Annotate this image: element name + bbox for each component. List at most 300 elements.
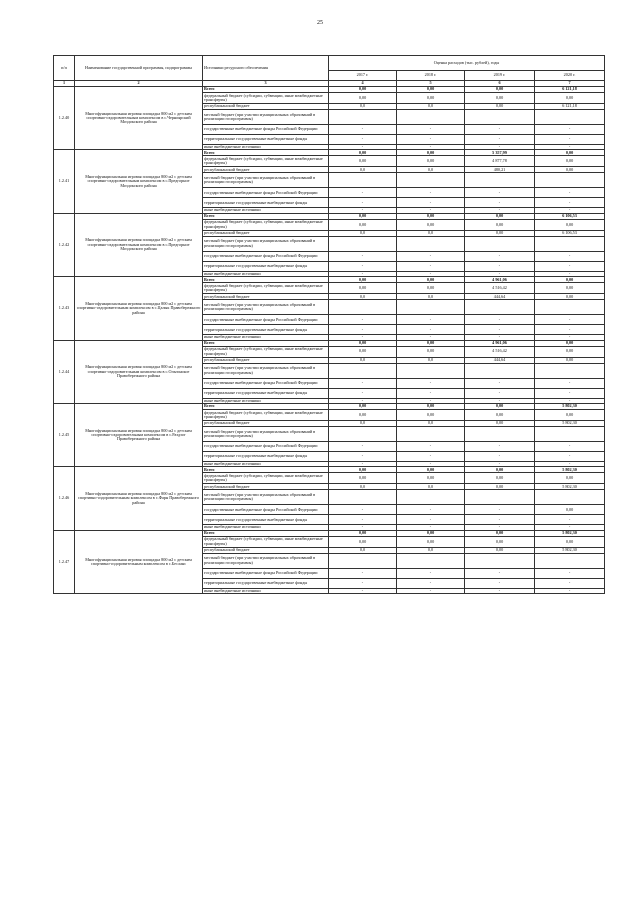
- value-cell: 0,00: [535, 294, 605, 300]
- value-cell: -: [329, 251, 397, 261]
- value-cell: -: [465, 135, 535, 145]
- value-cell: -: [535, 462, 605, 467]
- value-cell: 0,00: [397, 404, 465, 410]
- value-cell: 0,0: [329, 547, 397, 553]
- source-label: республиканский бюджет: [203, 357, 329, 363]
- value-cell: -: [465, 208, 535, 213]
- value-cell: 0,00: [535, 93, 605, 104]
- value-cell: 0,00: [329, 410, 397, 421]
- value-cell: [465, 427, 535, 442]
- value-cell: [465, 363, 535, 378]
- source-label: государственные внебюджетные фонды Российской Федерации: [203, 251, 329, 261]
- value-cell: -: [465, 588, 535, 593]
- value-cell: -: [329, 398, 397, 403]
- source-label: местный бюджет (при участии муниципальных образований в реализации госпрограммы): [203, 236, 329, 251]
- value-cell: -: [535, 325, 605, 335]
- value-cell: -: [397, 378, 465, 388]
- value-cell: 0,00: [535, 150, 605, 156]
- value-cell: -: [329, 261, 397, 271]
- source-label: территориальные государственные внебюджетные фонды: [203, 388, 329, 398]
- value-cell: 0,0: [329, 357, 397, 363]
- value-cell: [535, 173, 605, 188]
- project-name: Многофункциональная игровая площадка 800 м2 с детским спортивно-оздоровительным комплексом в с.Фарн Правобережного района: [75, 467, 203, 530]
- value-cell: 0,00: [465, 547, 535, 553]
- value-cell: -: [535, 261, 605, 271]
- value-cell: -: [465, 125, 535, 135]
- value-cell: 0,00: [397, 536, 465, 547]
- value-cell: 0,00: [535, 410, 605, 421]
- value-cell: -: [397, 271, 465, 276]
- value-cell: 0,00: [397, 87, 465, 93]
- value-cell: -: [535, 271, 605, 276]
- value-cell: -: [329, 125, 397, 135]
- source-label: федеральный бюджет (субсидии, субвенции, иные межбюджетные трансферты): [203, 410, 329, 421]
- value-cell: -: [329, 145, 397, 150]
- source-label: иные внебюджетные источники: [203, 398, 329, 403]
- value-cell: 0,00: [465, 410, 535, 421]
- source-label: федеральный бюджет (субсидии, субвенции, иные межбюджетные трансферты): [203, 536, 329, 547]
- value-cell: 0,00: [465, 93, 535, 104]
- value-cell: -: [329, 462, 397, 467]
- value-cell: [535, 236, 605, 251]
- header-estimate: Оценка расходов (тыс. рублей), годы: [329, 56, 605, 71]
- source-label: Всего: [203, 404, 329, 410]
- value-cell: 5 802,30: [535, 467, 605, 473]
- value-cell: -: [535, 145, 605, 150]
- value-cell: 0,00: [329, 277, 397, 283]
- project-number: 1.2.45: [54, 404, 75, 467]
- value-cell: 5 802,30: [535, 421, 605, 427]
- value-cell: 0,00: [397, 150, 465, 156]
- value-cell: 0,00: [465, 484, 535, 490]
- value-cell: 0,00: [397, 410, 465, 421]
- value-cell: -: [535, 525, 605, 530]
- value-cell: [535, 110, 605, 125]
- value-cell: -: [535, 208, 605, 213]
- project-name: Многофункциональная игровая площадка 800 м2 с детским спортивно-оздоровительным комплексом в с.Предгорное Моздокского района: [75, 150, 203, 213]
- source-label: федеральный бюджет (субсидии, субвенции, иные межбюджетные трансферты): [203, 283, 329, 294]
- value-cell: [397, 490, 465, 505]
- value-cell: -: [535, 452, 605, 462]
- value-cell: 0,00: [397, 530, 465, 536]
- value-cell: -: [535, 315, 605, 325]
- source-label: государственные внебюджетные фонды Российской Федерации: [203, 568, 329, 578]
- value-cell: 0,00: [535, 277, 605, 283]
- value-cell: 0,00: [397, 213, 465, 219]
- value-cell: -: [535, 398, 605, 403]
- value-cell: -: [329, 525, 397, 530]
- value-cell: 0,0: [397, 230, 465, 236]
- value-cell: 0,00: [465, 473, 535, 484]
- value-cell: -: [465, 452, 535, 462]
- value-cell: 0,00: [397, 346, 465, 357]
- project-name: Многофункциональная игровая площадка 800 м2 с детским спортивно-оздоровительным комплексом в с.Ольгинское Правобережного района: [75, 340, 203, 403]
- value-cell: 4 961,06: [465, 277, 535, 283]
- value-cell: 0,00: [397, 283, 465, 294]
- value-cell: -: [535, 442, 605, 452]
- source-label: территориальные государственные внебюджетные фонды: [203, 135, 329, 145]
- source-label: местный бюджет (при участии муниципальных образований в реализации госпрограммы): [203, 427, 329, 442]
- value-cell: 0,00: [329, 340, 397, 346]
- header-year: 2020 г.: [535, 71, 605, 81]
- value-cell: 6 121,18: [535, 104, 605, 110]
- value-cell: -: [329, 588, 397, 593]
- column-number: 3: [203, 81, 329, 87]
- value-cell: 0,00: [535, 219, 605, 230]
- value-cell: -: [329, 505, 397, 515]
- value-cell: 5 802,30: [535, 484, 605, 490]
- value-cell: [535, 427, 605, 442]
- value-cell: 0,00: [465, 230, 535, 236]
- value-cell: -: [329, 442, 397, 452]
- source-label: Всего: [203, 530, 329, 536]
- source-label: республиканский бюджет: [203, 167, 329, 173]
- value-cell: -: [535, 515, 605, 525]
- column-number: 6: [465, 81, 535, 87]
- value-cell: 0,00: [329, 219, 397, 230]
- column-number: 7: [535, 81, 605, 87]
- project-name: Многофункциональная игровая площадка 800 м2 с детским спортивно-оздоровительным комплексом в с.Бесланс: [75, 530, 203, 593]
- value-cell: -: [535, 188, 605, 198]
- value-cell: -: [397, 335, 465, 340]
- value-cell: -: [465, 188, 535, 198]
- source-label: местный бюджет (при участии муниципальных образований в реализации госпрограммы): [203, 173, 329, 188]
- value-cell: 0,00: [397, 219, 465, 230]
- value-cell: 0,00: [329, 283, 397, 294]
- value-cell: -: [329, 271, 397, 276]
- project-number: 1.2.46: [54, 467, 75, 530]
- header-pn: п/п: [54, 56, 75, 81]
- source-label: Всего: [203, 87, 329, 93]
- value-cell: -: [329, 388, 397, 398]
- value-cell: -: [465, 315, 535, 325]
- value-cell: 0,00: [397, 93, 465, 104]
- value-cell: -: [535, 335, 605, 340]
- value-cell: [465, 300, 535, 315]
- value-cell: -: [397, 145, 465, 150]
- value-cell: -: [329, 135, 397, 145]
- source-label: иные внебюджетные источники: [203, 335, 329, 340]
- value-cell: 0,00: [397, 340, 465, 346]
- source-label: государственные внебюджетные фонды Российской Федерации: [203, 442, 329, 452]
- value-cell: 0,00: [397, 467, 465, 473]
- value-cell: [397, 236, 465, 251]
- value-cell: -: [465, 525, 535, 530]
- value-cell: 0,00: [535, 536, 605, 547]
- value-cell: 0,0: [397, 421, 465, 427]
- source-label: республиканский бюджет: [203, 294, 329, 300]
- source-label: местный бюджет (при участии муниципальных образований в реализации госпрограммы): [203, 300, 329, 315]
- source-label: Всего: [203, 213, 329, 219]
- value-cell: 0,00: [535, 346, 605, 357]
- source-label: Всего: [203, 340, 329, 346]
- column-number: 4: [329, 81, 397, 87]
- source-label: местный бюджет (при участии муниципальных образований в реализации госпрограммы): [203, 110, 329, 125]
- value-cell: -: [397, 315, 465, 325]
- value-cell: [329, 110, 397, 125]
- header-year: 2019 г.: [465, 71, 535, 81]
- source-label: государственные внебюджетные фонды Российской Федерации: [203, 125, 329, 135]
- value-cell: [329, 363, 397, 378]
- value-cell: -: [535, 125, 605, 135]
- value-cell: [329, 427, 397, 442]
- value-cell: -: [535, 388, 605, 398]
- value-cell: 5 802,30: [535, 530, 605, 536]
- value-cell: [397, 427, 465, 442]
- value-cell: 480,21: [465, 167, 535, 173]
- value-cell: -: [465, 568, 535, 578]
- project-number: 1.2.47: [54, 530, 75, 593]
- value-cell: -: [465, 505, 535, 515]
- value-cell: -: [535, 568, 605, 578]
- value-cell: 0,00: [329, 87, 397, 93]
- value-cell: -: [397, 325, 465, 335]
- project-number: 1.2.41: [54, 150, 75, 213]
- source-label: федеральный бюджет (субсидии, субвенции, иные межбюджетные трансферты): [203, 156, 329, 167]
- value-cell: [535, 363, 605, 378]
- value-cell: 0,00: [465, 421, 535, 427]
- value-cell: -: [535, 378, 605, 388]
- value-cell: 5 802,30: [535, 547, 605, 553]
- value-cell: [329, 300, 397, 315]
- value-cell: 0,0: [329, 294, 397, 300]
- value-cell: -: [329, 208, 397, 213]
- value-cell: -: [535, 135, 605, 145]
- value-cell: -: [329, 188, 397, 198]
- value-cell: -: [397, 505, 465, 515]
- value-cell: 0,00: [329, 150, 397, 156]
- value-cell: -: [465, 198, 535, 208]
- source-label: иные внебюджетные источники: [203, 271, 329, 276]
- value-cell: [329, 236, 397, 251]
- value-cell: 0,00: [329, 530, 397, 536]
- value-cell: 4 877,78: [465, 156, 535, 167]
- source-label: территориальные государственные внебюджетные фонды: [203, 452, 329, 462]
- project-name: Многофункциональная игровая площадка 800 м2 с детским спортивно-оздоровительным комплексом в с.Цалык Правобережного района: [75, 277, 203, 340]
- value-cell: [465, 236, 535, 251]
- value-cell: 0,0: [397, 547, 465, 553]
- value-cell: 0,0: [329, 104, 397, 110]
- value-cell: -: [397, 135, 465, 145]
- value-cell: 0,0: [397, 167, 465, 173]
- value-cell: 0,0: [397, 294, 465, 300]
- value-cell: -: [397, 588, 465, 593]
- value-cell: [329, 553, 397, 568]
- value-cell: [329, 490, 397, 505]
- value-cell: 0,00: [329, 467, 397, 473]
- source-label: государственные внебюджетные фонды Российской Федерации: [203, 188, 329, 198]
- value-cell: 0,0: [329, 167, 397, 173]
- value-cell: -: [465, 145, 535, 150]
- source-label: федеральный бюджет (субсидии, субвенции, иные межбюджетные трансферты): [203, 473, 329, 484]
- source-label: территориальные государственные внебюджетные фонды: [203, 515, 329, 525]
- value-cell: -: [465, 442, 535, 452]
- source-label: республиканский бюджет: [203, 230, 329, 236]
- source-label: местный бюджет (при участии муниципальных образований в реализации госпрограммы): [203, 490, 329, 505]
- column-number: 2: [75, 81, 203, 87]
- source-label: республиканский бюджет: [203, 547, 329, 553]
- value-cell: 444,64: [465, 294, 535, 300]
- value-cell: [397, 363, 465, 378]
- value-cell: 0,00: [465, 213, 535, 219]
- value-cell: 0,0: [397, 104, 465, 110]
- value-cell: 0,00: [397, 473, 465, 484]
- value-cell: 0,00: [535, 473, 605, 484]
- value-cell: -: [397, 388, 465, 398]
- source-label: Всего: [203, 277, 329, 283]
- value-cell: 4 516,42: [465, 283, 535, 294]
- value-cell: 0,00: [465, 530, 535, 536]
- value-cell: -: [465, 251, 535, 261]
- value-cell: 0,00: [535, 167, 605, 173]
- value-cell: 0,00: [465, 104, 535, 110]
- value-cell: -: [465, 325, 535, 335]
- value-cell: 0,00: [329, 473, 397, 484]
- source-label: Всего: [203, 150, 329, 156]
- source-label: иные внебюджетные источники: [203, 525, 329, 530]
- source-label: местный бюджет (при участии муниципальных образований в реализации госпрограммы): [203, 363, 329, 378]
- value-cell: [397, 553, 465, 568]
- column-number: 5: [397, 81, 465, 87]
- project-name: Многофункциональная игровая площадка 800 м2 с детским спортивно-оздоровительным комплексом в с.Раздзог Правобережного района: [75, 404, 203, 467]
- project-name: Многофункциональная игровая площадка 800 м2 с детским спортивно-оздоровительным комплексом в с.Предгорное Моздокского района: [75, 213, 203, 276]
- value-cell: -: [397, 442, 465, 452]
- value-cell: -: [329, 452, 397, 462]
- value-cell: 444,64: [465, 357, 535, 363]
- source-label: республиканский бюджет: [203, 484, 329, 490]
- source-label: территориальные государственные внебюджетные фонды: [203, 578, 329, 588]
- value-cell: 0,00: [329, 404, 397, 410]
- source-label: государственные внебюджетные фонды Российской Федерации: [203, 378, 329, 388]
- value-cell: -: [397, 198, 465, 208]
- source-label: федеральный бюджет (субсидии, субвенции, иные межбюджетные трансферты): [203, 93, 329, 104]
- project-name: Многофункциональная игровая площадка 800 м2 с детским спортивно-оздоровительным комплексом в с.Черноярский Моздокского района: [75, 87, 203, 150]
- value-cell: -: [329, 315, 397, 325]
- value-cell: 0,00: [397, 156, 465, 167]
- value-cell: 4 516,42: [465, 346, 535, 357]
- value-cell: 0,00: [535, 357, 605, 363]
- value-cell: 0,00: [535, 283, 605, 294]
- value-cell: 6 121,18: [535, 87, 605, 93]
- page-number: 25: [317, 20, 323, 26]
- source-label: территориальные государственные внебюджетные фонды: [203, 198, 329, 208]
- value-cell: [397, 173, 465, 188]
- value-cell: -: [397, 208, 465, 213]
- value-cell: 0,00: [465, 467, 535, 473]
- source-label: государственные внебюджетные фонды Российской Федерации: [203, 315, 329, 325]
- value-cell: -: [329, 568, 397, 578]
- source-label: иные внебюджетные источники: [203, 208, 329, 213]
- value-cell: -: [397, 578, 465, 588]
- value-cell: -: [535, 251, 605, 261]
- value-cell: -: [397, 125, 465, 135]
- value-cell: [465, 173, 535, 188]
- value-cell: -: [329, 378, 397, 388]
- value-cell: 0,00: [329, 213, 397, 219]
- value-cell: -: [535, 198, 605, 208]
- value-cell: -: [465, 261, 535, 271]
- header-year: 2018 г.: [397, 71, 465, 81]
- value-cell: -: [465, 515, 535, 525]
- source-label: государственные внебюджетные фонды Российской Федерации: [203, 505, 329, 515]
- value-cell: 0,00: [465, 536, 535, 547]
- value-cell: [329, 173, 397, 188]
- value-cell: -: [397, 398, 465, 403]
- source-label: республиканский бюджет: [203, 421, 329, 427]
- value-cell: 0,0: [397, 484, 465, 490]
- header-source: Источники ресурсного обеспечения: [203, 56, 329, 81]
- value-cell: 0,00: [329, 346, 397, 357]
- value-cell: 0,0: [329, 484, 397, 490]
- value-cell: 0,00: [397, 277, 465, 283]
- value-cell: 6 106,53: [535, 230, 605, 236]
- value-cell: -: [465, 335, 535, 340]
- value-cell: [535, 553, 605, 568]
- source-label: федеральный бюджет (субсидии, субвенции, иные межбюджетные трансферты): [203, 346, 329, 357]
- header-name: Наименование государственной программы, подпрограммы: [75, 56, 203, 81]
- value-cell: -: [329, 325, 397, 335]
- value-cell: 0,0: [397, 357, 465, 363]
- value-cell: -: [465, 578, 535, 588]
- source-label: федеральный бюджет (субсидии, субвенции, иные межбюджетные трансферты): [203, 219, 329, 230]
- column-number: 1: [54, 81, 75, 87]
- value-cell: 0,00: [329, 156, 397, 167]
- value-cell: -: [397, 452, 465, 462]
- value-cell: [535, 300, 605, 315]
- source-label: иные внебюджетные источники: [203, 145, 329, 150]
- project-number: 1.2.43: [54, 277, 75, 340]
- value-cell: -: [397, 251, 465, 261]
- value-cell: -: [329, 335, 397, 340]
- value-cell: -: [397, 188, 465, 198]
- value-cell: [465, 490, 535, 505]
- source-label: местный бюджет (при участии муниципальных образований в реализации госпрограммы): [203, 553, 329, 568]
- project-number: 1.2.40: [54, 87, 75, 150]
- value-cell: -: [397, 462, 465, 467]
- value-cell: 0,00: [465, 219, 535, 230]
- source-label: иные внебюджетные источники: [203, 588, 329, 593]
- source-label: иные внебюджетные источники: [203, 462, 329, 467]
- value-cell: 6 106,53: [535, 213, 605, 219]
- source-label: территориальные государственные внебюджетные фонды: [203, 261, 329, 271]
- value-cell: -: [465, 398, 535, 403]
- value-cell: -: [465, 378, 535, 388]
- value-cell: -: [329, 515, 397, 525]
- value-cell: 0,00: [329, 93, 397, 104]
- value-cell: [535, 490, 605, 505]
- value-cell: -: [535, 588, 605, 593]
- budget-table: [53, 55, 605, 594]
- project-number: 1.2.42: [54, 213, 75, 276]
- value-cell: -: [465, 388, 535, 398]
- value-cell: 0,00: [465, 87, 535, 93]
- source-label: Всего: [203, 467, 329, 473]
- source-label: республиканский бюджет: [203, 104, 329, 110]
- value-cell: [397, 110, 465, 125]
- value-cell: 0,00: [535, 505, 605, 515]
- header-year: 2017 г.: [329, 71, 397, 81]
- project-number: 1.2.44: [54, 340, 75, 403]
- value-cell: 4 961,06: [465, 340, 535, 346]
- value-cell: -: [397, 525, 465, 530]
- value-cell: 5 357,99: [465, 150, 535, 156]
- value-cell: 0,00: [329, 536, 397, 547]
- value-cell: -: [535, 578, 605, 588]
- value-cell: 0,00: [535, 340, 605, 346]
- value-cell: -: [465, 462, 535, 467]
- value-cell: -: [397, 261, 465, 271]
- value-cell: [465, 553, 535, 568]
